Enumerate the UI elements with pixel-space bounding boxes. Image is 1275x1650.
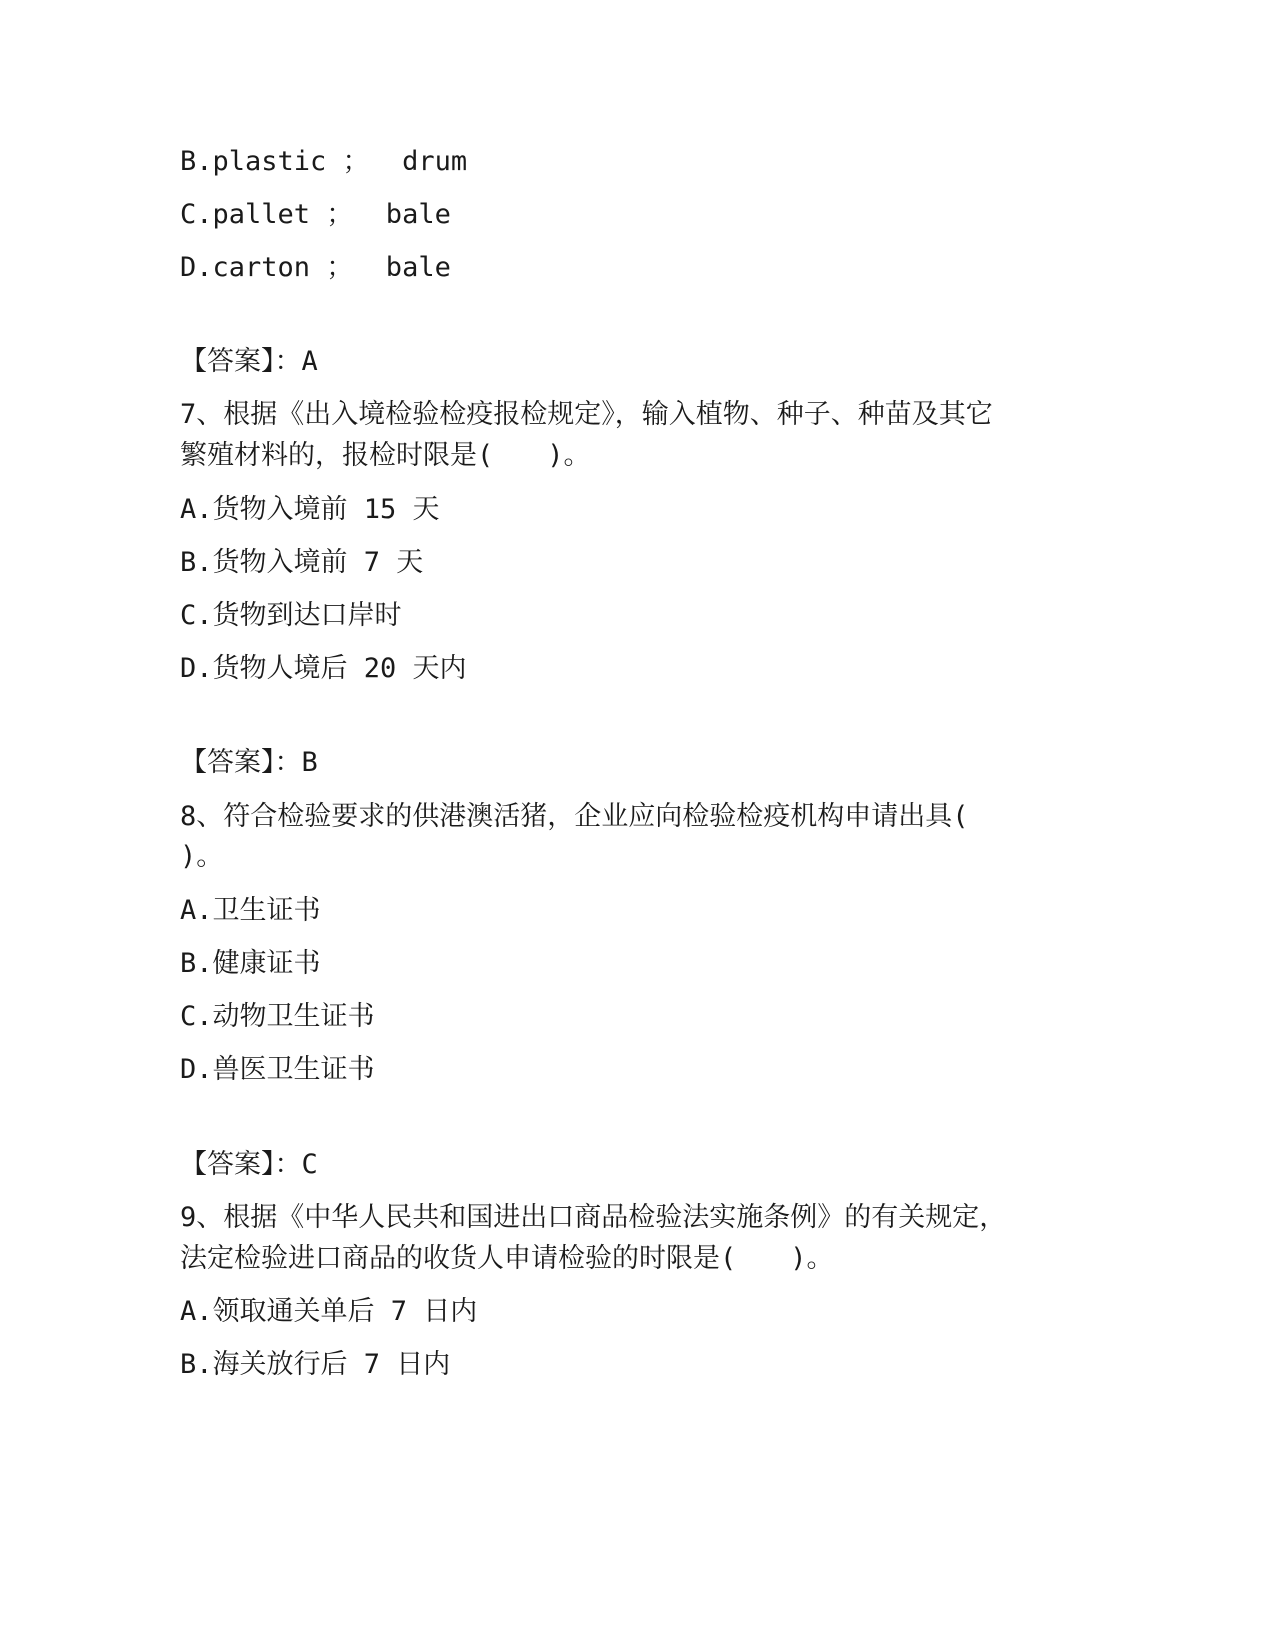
question-8-option-d: D.兽医卫生证书 — [180, 1054, 375, 1085]
answer-label: 【答案】：A — [180, 346, 318, 377]
question-7-stem-line-1: 7、根据《出入境检验检疫报检规定》，输入植物、种子、种苗及其它 — [180, 399, 993, 430]
question-7-option-c: C.货物到达口岸时 — [180, 600, 402, 631]
question-9-stem-line-1: 9、根据《中华人民共和国进出口商品检验法实施条例》的有关规定， — [180, 1202, 1007, 1233]
question-7-stem-line-2: 繁殖材料的，报检时限是( )。 — [180, 440, 591, 471]
question-8-stem-line-2: )。 — [180, 841, 224, 872]
question-8-option-b: B.健康证书 — [180, 948, 321, 979]
question-7-option-b: B.货物入境前 7 天 — [180, 547, 424, 578]
option-d: D.carton ； bale — [180, 252, 451, 283]
question-8-answer: 【答案】：C — [180, 1149, 318, 1180]
question-7-answer: 【答案】：B — [180, 747, 318, 778]
question-8-stem-line-1: 8、符合检验要求的供港澳活猪，企业应向检验检疫机构申请出具( — [180, 801, 969, 832]
question-9-option-a: A.领取通关单后 7 日内 — [180, 1296, 478, 1327]
question-8-option-a: A.卫生证书 — [180, 895, 321, 926]
question-7-option-d: D.货物人境后 20 天内 — [180, 653, 467, 684]
option-c: C.pallet ； bale — [180, 199, 451, 230]
question-7-option-a: A.货物入境前 15 天 — [180, 494, 440, 525]
question-9-stem-line-2: 法定检验进口商品的收货人申请检验的时限是( )。 — [180, 1243, 834, 1274]
option-b: B.plastic ； drum — [180, 146, 468, 177]
question-8-option-c: C.动物卫生证书 — [180, 1001, 375, 1032]
question-9-option-b: B.海关放行后 7 日内 — [180, 1349, 451, 1380]
